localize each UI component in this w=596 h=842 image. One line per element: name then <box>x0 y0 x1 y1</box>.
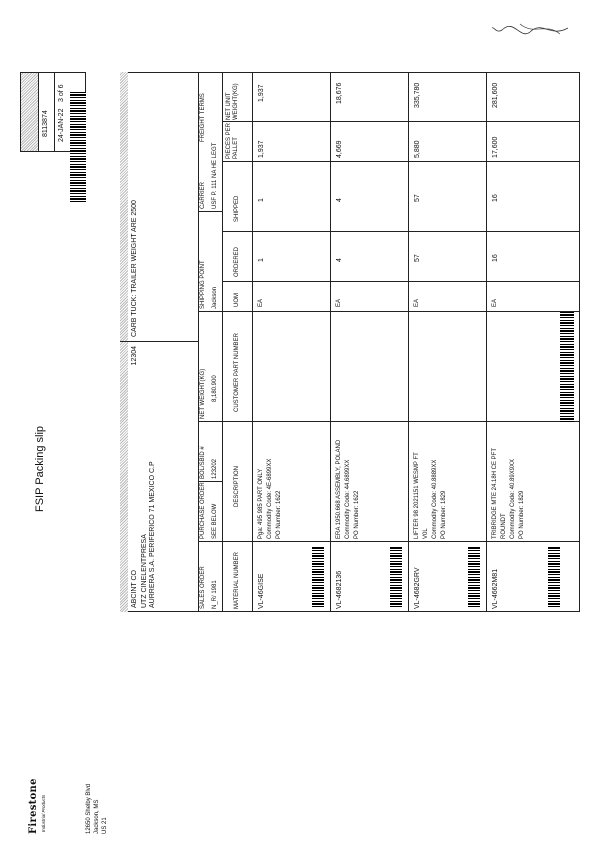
label-purchase-order: PURCHASE ORDER <box>200 482 206 539</box>
row1-shipped: 1 <box>258 198 265 202</box>
slip-page: 3 of 6 <box>58 84 65 102</box>
row-div-3 <box>486 72 487 612</box>
row3-desc-4: PO Number: 1829 <box>441 490 447 539</box>
value-sales-order: N_R/ 1981 <box>212 580 218 609</box>
header-divider-2 <box>54 72 55 152</box>
col-div-6 <box>222 161 580 162</box>
address-line-2: Jackson, MS <box>94 799 100 834</box>
info-div-4 <box>198 311 222 312</box>
col-description: DESCRIPTION <box>234 465 240 507</box>
signature-icon <box>490 14 570 42</box>
col-div-3 <box>222 311 580 312</box>
row-div-1 <box>330 72 331 612</box>
row1-unit-weight: 1,937 <box>258 140 265 158</box>
row2-shipped: 4 <box>336 198 343 202</box>
row3-ext-weight: 335,780 <box>414 82 421 108</box>
row1-ext-weight: 1,937 <box>258 84 265 102</box>
row1-desc-1: Pga: 495 985 PART ONLY <box>258 468 264 539</box>
ship-to-name: ABCINT CO <box>131 570 138 608</box>
value-carrier: USF P. 111 NA HE LEGT <box>212 142 218 209</box>
col-uom: UOM <box>234 293 240 307</box>
row2-unit-weight: 4,669 <box>336 140 343 158</box>
address-line-1: 12650 Shelby Blvd <box>86 783 92 834</box>
band-divider <box>120 341 198 342</box>
row3-barcode <box>468 547 480 607</box>
row3-desc-1: LIFTER 98 2021151 WESMP FT <box>414 452 420 539</box>
label-shipping-point: SHIPPING POINT <box>200 260 206 309</box>
col-shipped: SHIPPED <box>234 195 240 222</box>
col-div-1 <box>222 541 580 542</box>
company-logo: Firestone <box>28 778 39 834</box>
col-header-bottom <box>252 72 253 612</box>
row4-material: VL-4662M81 <box>492 568 499 609</box>
notes-header-shade <box>120 72 128 342</box>
row4-desc-2: ROUNDT <box>501 513 507 539</box>
row4-ext-weight: 281,600 <box>492 82 499 108</box>
row-div-2 <box>408 72 409 612</box>
notes-text: CARB TUCK: TRAILER WEIGHT ARE 2500 <box>131 200 138 337</box>
col-div-5 <box>222 231 580 232</box>
row2-ext-weight: 18,676 <box>336 82 343 104</box>
row3-desc-3: Commodity Code: 40.8889XX <box>432 459 438 539</box>
info-row-bottom <box>222 72 223 612</box>
label-net-weight: NET WEIGHT(KG) <box>200 368 206 419</box>
ship-to-id: 12304 <box>131 346 138 366</box>
ship-to-line-1: UTZ CINELENTPRESA <box>141 534 148 608</box>
row4-desc-4: PO Number: 1829 <box>519 490 525 539</box>
row3-unit-weight: 5,880 <box>414 140 421 158</box>
value-shipping-point: Jackson <box>212 286 218 309</box>
row4-shipped: 16 <box>492 194 499 202</box>
value-net-weight: 8,180.900 <box>212 375 218 402</box>
row2-desc-1: ERA 1950.668 ASSEMBLY, POLAND <box>336 439 342 539</box>
row2-barcode <box>390 547 402 607</box>
col-div-7 <box>222 121 580 122</box>
row2-material: VL-4682136 <box>336 570 343 609</box>
col-div-2 <box>222 421 580 422</box>
label-carrier: CARRIER <box>200 181 206 209</box>
header-barcode <box>70 92 86 202</box>
col-material-number: MATERIAL NUMBER <box>234 551 240 609</box>
row2-desc-3: PO Number: 1622 <box>354 490 360 539</box>
info-div-3 <box>198 421 222 422</box>
row1-desc-2: Commodity Code: 4E-6899XX <box>267 458 273 539</box>
ship-to-header-shade <box>120 342 128 612</box>
row3-material: VL-4682GRV <box>414 567 421 609</box>
slip-number: 8113874 <box>42 110 49 137</box>
row3-uom: EA <box>414 298 420 307</box>
row2-uom: EA <box>336 298 342 307</box>
row1-material: VL-46GISE <box>258 573 265 609</box>
info-div-1 <box>198 541 222 542</box>
row4-ordered: 16 <box>492 254 499 262</box>
value-purchase-order: SEE BELOW <box>212 503 218 539</box>
row2-desc-2: Commodity Code: 44.6899XX <box>345 459 351 539</box>
row2-ordered: 4 <box>336 258 343 262</box>
col-pieces-per-pallet: PIECES PER PALLET <box>226 122 239 159</box>
page-title: FSIP Packing slip <box>34 425 46 512</box>
row4-uom: EA <box>492 298 498 307</box>
label-bol: BOL/SBID # <box>200 446 206 479</box>
info-row-top <box>198 72 199 612</box>
col-ordered: ORDERED <box>234 246 240 277</box>
row1-desc-3: PO Number: 1622 <box>276 490 282 539</box>
slip-date: 24-JAN-22 <box>58 108 65 142</box>
row4-unit-weight: 17,600 <box>492 136 499 158</box>
label-freight-terms: FREIGHT TERMS <box>200 93 206 142</box>
col-customer-part: CUSTOMER PART NUMBER <box>234 333 240 412</box>
row1-barcode <box>312 547 324 607</box>
row3-desc-2: V0L <box>423 528 429 539</box>
row4-desc-1: TRIBRIDGE MTE 24.18H CE PFT <box>492 447 498 539</box>
col-net-unit-weight: NET UNIT WEIGHT(KG) <box>226 83 239 120</box>
col-div-4 <box>222 281 580 282</box>
row1-ordered: 1 <box>258 258 265 262</box>
row1-uom: EA <box>258 298 264 307</box>
address-line-3: US 21 <box>102 817 108 834</box>
company-subtitle: Industrial Products <box>41 794 46 832</box>
row4-barcode <box>548 547 560 607</box>
header-divider-1 <box>38 72 39 152</box>
value-bol: 123202 <box>212 458 218 479</box>
info-div-5 <box>198 211 222 212</box>
label-sales-order: SALES ORDER <box>200 566 206 609</box>
row4-desc-3: Commodity Code: 40.89X9XX <box>510 458 516 539</box>
row3-shipped: 57 <box>414 194 421 202</box>
bottom-barcode <box>560 312 574 422</box>
ship-to-line-2: AURRERA S.A. PERIFERICO 71 MEXICO C.P <box>149 461 156 608</box>
row3-ordered: 57 <box>414 254 421 262</box>
